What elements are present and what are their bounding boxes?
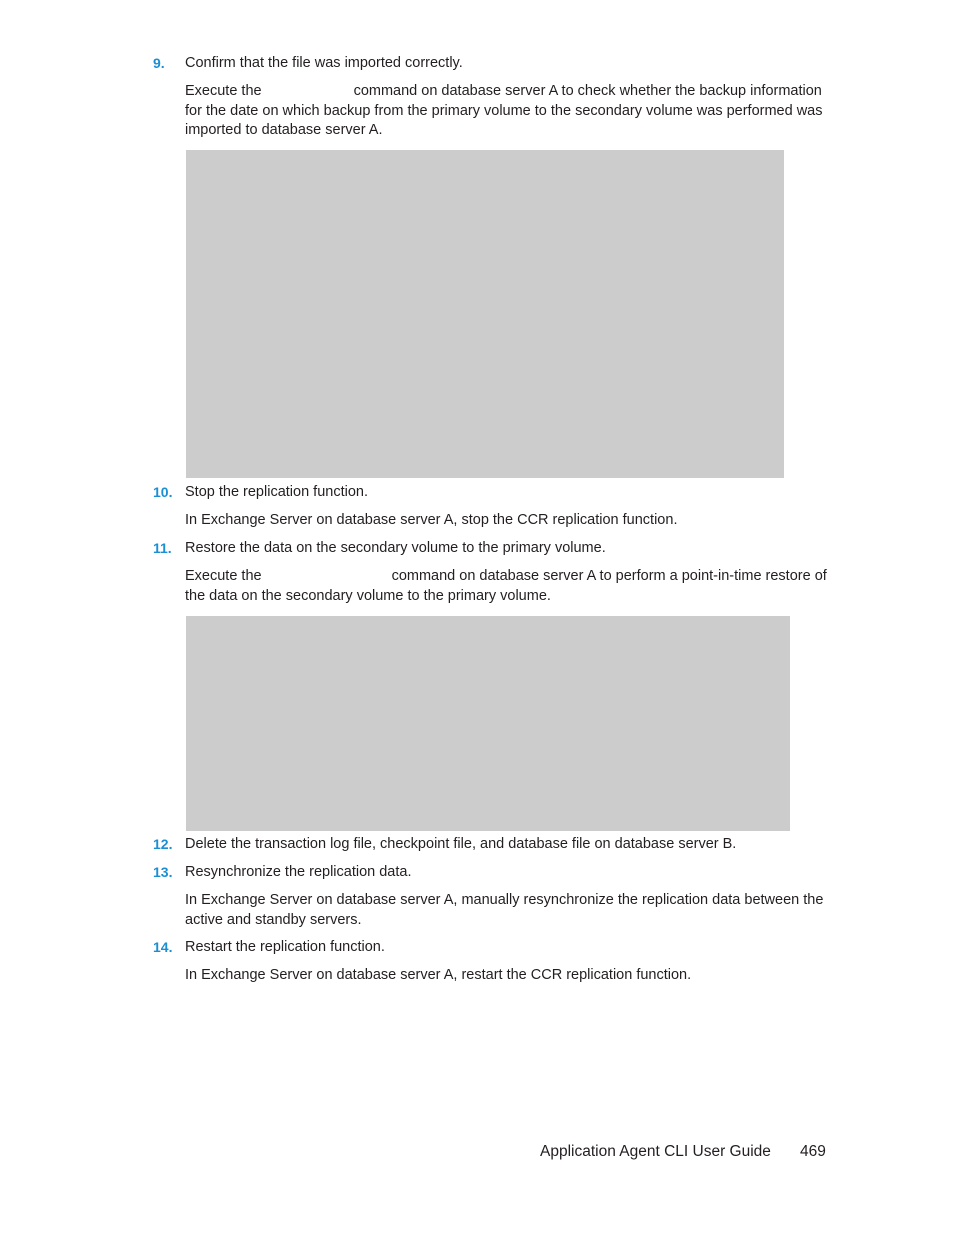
- step-number: 11.: [153, 540, 172, 556]
- step-title: Restore the data on the secondary volume to the primary volume.: [185, 540, 606, 556]
- body-text: command on database server A to check whether the backup information for the date on which backup from the primary volume to the secondary volume was performed was imported to database server A.: [185, 83, 823, 138]
- footer-title: Application Agent CLI User Guide: [540, 1143, 771, 1160]
- step-body: In Exchange Server on database server A, stop the CCR replication function.: [185, 512, 678, 528]
- step-title: Stop the replication function.: [185, 484, 368, 500]
- body-text: Execute the: [185, 568, 262, 584]
- body-text: command on database server A to perform a point-in-time restore of the data on the secondary volume to the primary volume.: [185, 568, 827, 604]
- step-title: Confirm that the file was imported correctly.: [185, 55, 463, 71]
- step-body: [185, 82, 830, 141]
- step-title: Delete the transaction log file, checkpoint file, and database file on database server B.: [185, 836, 737, 852]
- page-number: 469: [800, 1143, 826, 1160]
- step-number: 9.: [153, 55, 165, 71]
- step-body: In Exchange Server on database server A, manually resynchronize the replication data between the active and standby servers.: [185, 892, 824, 928]
- step-number: 13.: [153, 864, 173, 880]
- step-title: Restart the replication function.: [185, 939, 385, 955]
- step-body: [185, 567, 830, 606]
- body-text: Execute the: [185, 83, 262, 99]
- step-number: 12.: [153, 836, 173, 852]
- step-body: In Exchange Server on database server A, restart the CCR replication function.: [185, 967, 692, 983]
- code-block: [186, 150, 784, 478]
- step-number: 14.: [153, 939, 173, 955]
- code-block: [186, 616, 790, 831]
- step-number: 10.: [153, 484, 173, 500]
- step-title: Resynchronize the replication data.: [185, 864, 412, 880]
